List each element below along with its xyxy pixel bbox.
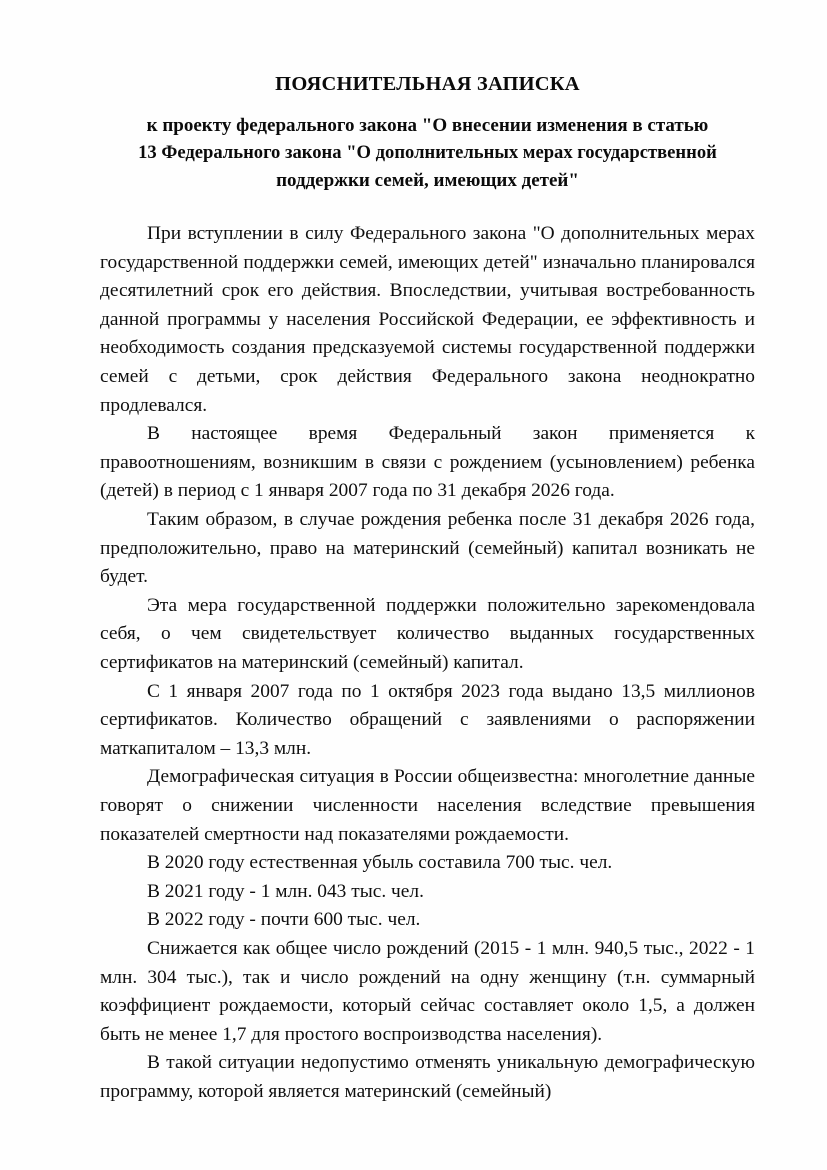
subtitle-line-1: к проекту федерального закона "О внесении изменения в статью (146, 114, 709, 136)
body-paragraph: В настоящее время Федеральный закон применяется к правоотношениям, возникшим в связи с рождением (усыновлением) ребенка (детей) в период с 1 января 2007 года по 31 декабря 2026 года. (100, 423, 755, 502)
subtitle-line-3: поддержки семей, имеющих детей" (276, 169, 579, 191)
body-paragraph: Эта мера государственной поддержки положительно зарекомендовала себя, о чем свидетельствует количество выданных государственных сертификатов на материнский (семейный) капитал. (100, 594, 755, 673)
document-body (100, 194, 755, 1106)
body-paragraph: Таким образом, в случае рождения ребенка после 31 декабря 2026 года, предположительно, право на материнский (семейный) капитал возникать не будет. (100, 509, 755, 588)
page-content-area (100, 0, 755, 1107)
statistic-line-2021: В 2021 году - 1 млн. 043 тыс. чел. (147, 880, 424, 902)
body-paragraph: С 1 января 2007 года по 1 октября 2023 года выдано 13,5 миллионов сертификатов. Количество обращений с заявлениями о распоряжении маткапиталом – 13,3 млн. (100, 680, 755, 759)
body-paragraph: Снижается как общее число рождений (2015 - 1 млн. 940,5 тыс., 2022 - 1 млн. 304 тыс.), так и число рождений на одну женщину (т.н. суммарный коэффициент рождаемости, который сейчас составляет около 1,5, а должен быть не менее 1,7 для простого воспроизводства населения). (100, 937, 755, 1045)
statistic-line-2022: В 2022 году - почти 600 тыс. чел. (147, 909, 421, 931)
body-paragraph: При вступлении в силу Федерального закона "О дополнительных мерах государственной поддержки семей, имеющих детей" изначально планировался десятилетний срок его действия. Впоследствии, учитывая востребованность данной программы у населения Российской Федерации, ее эффективность и необходимость создания предсказуемой системы государственной поддержки семей с детьми, срок действия Федерального закона неоднократно продлевался. (100, 223, 755, 416)
statistic-line-2020: В 2020 году естественная убыль составила 700 тыс. чел. (147, 852, 613, 874)
document-subtitle (100, 97, 755, 195)
body-paragraph: Демографическая ситуация в России общеизвестна: многолетние данные говорят о снижении численности населения вследствие превышения показателей смертности над показателями рождаемости. (100, 766, 755, 845)
subtitle-line-2: 13 Федерального закона "О дополнительных мерах государственной (138, 142, 717, 164)
document-title: ПОЯСНИТЕЛЬНАЯ ЗАПИСКА (275, 73, 580, 95)
body-paragraph-truncated: В такой ситуации недопустимо отменять уникальную демографическую программу, которой является материнский (семейный) (100, 1052, 755, 1102)
